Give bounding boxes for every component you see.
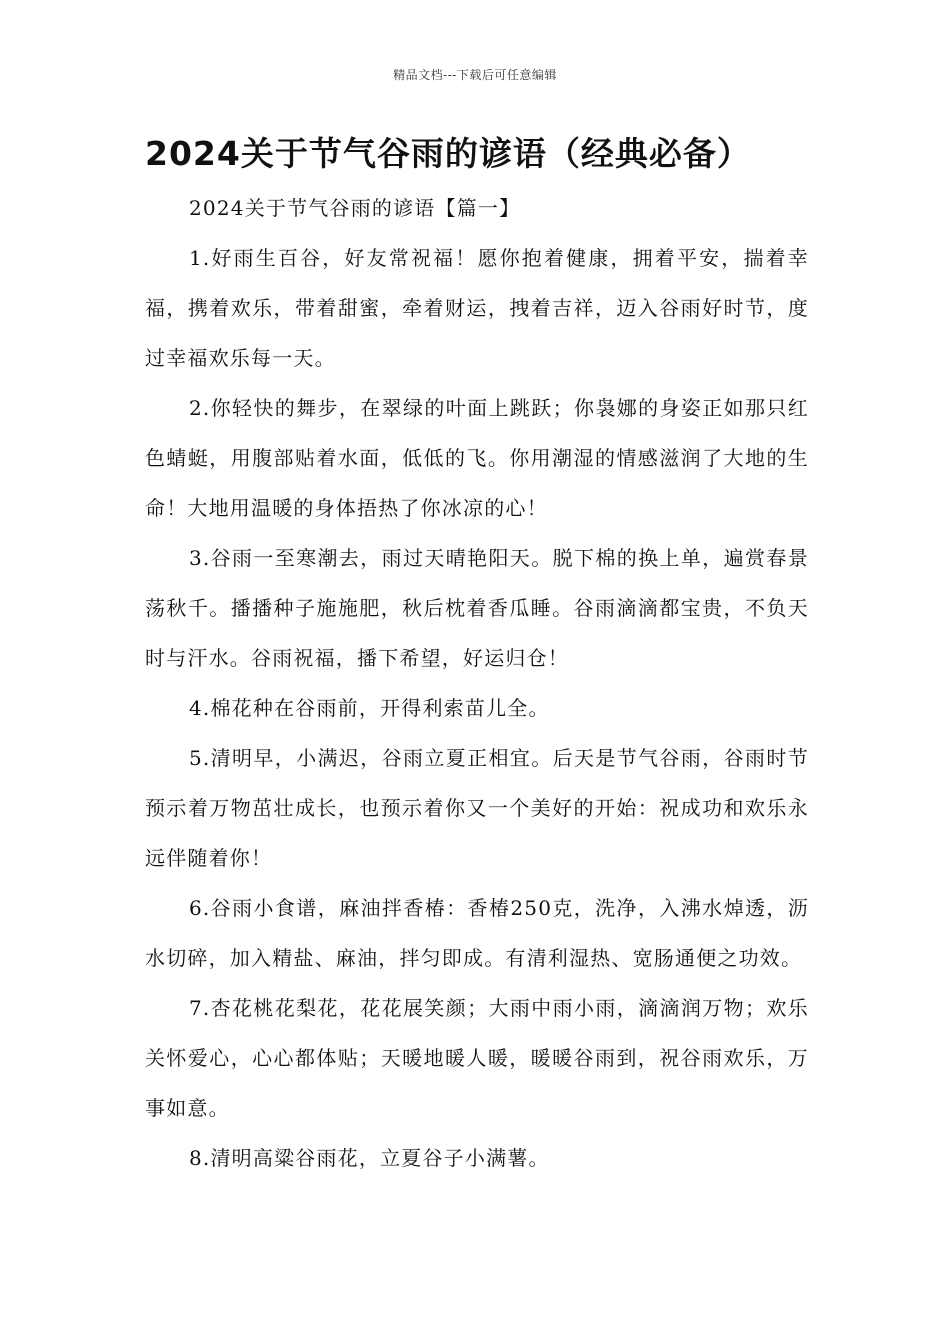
paragraph-1: 1.好雨生百谷，好友常祝福！愿你抱着健康，拥着平安，揣着幸福，携着欢乐，带着甜蜜，牵着财运，拽着吉祥，迈入谷雨好时节，度过幸福欢乐每一天。 [145, 246, 809, 370]
paragraph-2: 2.你轻快的舞步，在翠绿的叶面上跳跃；你袅娜的身姿正如那只红色蜻蜓，用腹部贴着水面，低低的飞。你用潮湿的情感滋润了大地的生命！大地用温暖的身体捂热了你冰凉的心！ [145, 396, 809, 520]
paragraph-4: 4.棉花种在谷雨前，开得利索苗儿全。 [189, 696, 550, 720]
document-body [145, 183, 809, 1183]
paragraph-3: 3.谷雨一至寒潮去，雨过天晴艳阳天。脱下棉的换上单，遍赏春景荡秋千。播播种子施施肥，秋后枕着香瓜睡。谷雨滴滴都宝贵，不负天时与汗水。谷雨祝福，播下希望，好运归仓！ [145, 546, 809, 670]
document-title: 2024关于节气谷雨的谚语（经典必备） [145, 134, 751, 173]
section-heading: 2024关于节气谷雨的谚语【篇一】 [189, 196, 521, 220]
paragraph-8: 8.清明高粱谷雨花，立夏谷子小满薯。 [189, 1146, 550, 1170]
header-note: 精品文档---下载后可任意编辑 [393, 68, 557, 82]
paragraph-7: 7.杏花桃花梨花，花花展笑颜；大雨中雨小雨，滴滴润万物；欢乐关怀爱心，心心都体贴；天暖地暖人暖，暖暖谷雨到，祝谷雨欢乐，万事如意。 [145, 996, 809, 1120]
paragraph-5: 5.清明早，小满迟，谷雨立夏正相宜。后天是节气谷雨，谷雨时节预示着万物茁壮成长，也预示着你又一个美好的开始：祝成功和欢乐永远伴随着你！ [145, 746, 809, 870]
paragraph-6: 6.谷雨小食谱，麻油拌香椿：香椿250克，洗净，入沸水焯透，沥水切碎，加入精盐、麻油，拌匀即成。有清利湿热、宽肠通便之功效。 [145, 896, 809, 970]
